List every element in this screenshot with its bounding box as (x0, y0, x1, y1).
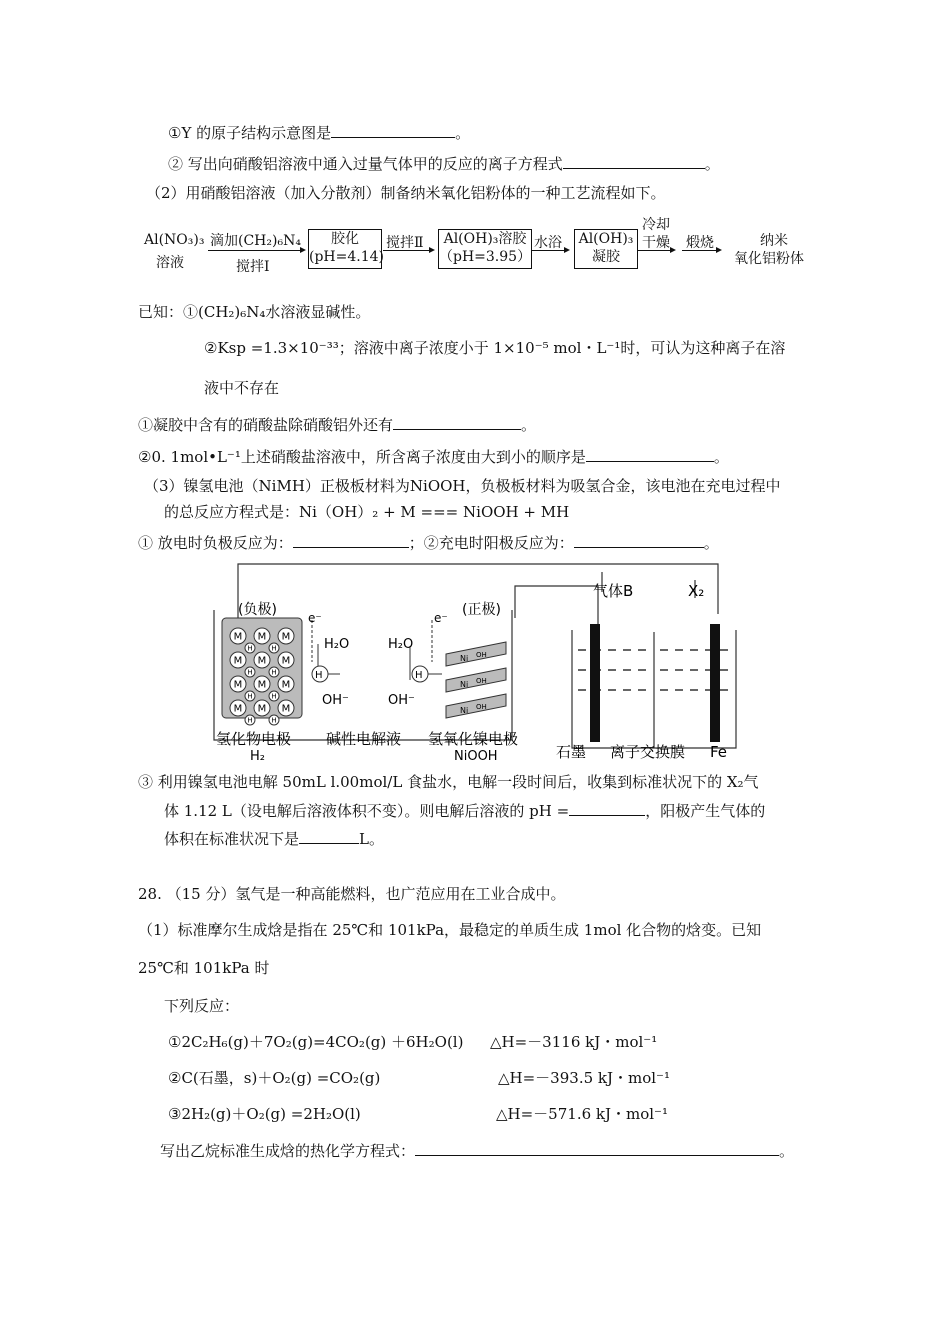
x2-label: X₂ (688, 582, 705, 600)
oh-small-2: OH (476, 677, 487, 685)
battery-electrolysis-diagram (210, 558, 750, 770)
atom-label: M (233, 679, 243, 691)
punct: 。 (703, 534, 719, 552)
q28-p1-line1: （1）标准摩尔生成焓是指在 25℃和 101kPa，最稳定的单质生成 1mol 化合物的焓变。已知 (138, 921, 762, 939)
answer-blank[interactable] (569, 800, 645, 816)
q28-p1-line2: 25℃和 101kPa 时 (138, 959, 270, 977)
ni-label-3: Ni (460, 706, 469, 715)
atom-label: M (233, 703, 243, 715)
flow-box2-line1: Al(OH)₃溶胶 (443, 231, 527, 247)
flow-arrow4-top1: 冷却 (642, 217, 670, 233)
label-nickel-hydroxide-electrode: 氢氧化镍电极 (428, 730, 519, 748)
atom-label: M (233, 655, 243, 667)
flow-arrow-2 (383, 250, 433, 251)
punct: 。 (779, 1142, 795, 1160)
atom-label: H (271, 644, 277, 653)
q27-3-q1-text: ① 放电时负极反应为： (138, 534, 293, 552)
q27-3-q1-mid: ；②充电时阳极反应为： (408, 534, 574, 552)
punct: 。 (521, 416, 537, 434)
flow-arrow1-bottom: 搅拌Ⅰ (236, 259, 270, 275)
q28-ask-text: 写出乙烷标准生成焓的热化学方程式： (160, 1142, 416, 1160)
flow-arrow-3 (532, 250, 568, 251)
atom-label: M (281, 655, 291, 667)
graphite-electrode (590, 624, 600, 742)
circuit-wire-inner (515, 586, 598, 628)
q27-2-q1 (138, 414, 536, 435)
gas-b-label: 气体B (593, 582, 634, 600)
flow-box1-line1: 胶化 (331, 231, 359, 247)
known-2: ②Ksp =1.3×10⁻³³；溶液中离子浓度小于 1×10⁻⁵ mol・L⁻¹时，可认为这种离子在溶 (204, 339, 786, 357)
answer-blank[interactable] (293, 532, 409, 548)
atom-label: M (257, 703, 267, 715)
label-ion-exchange-membrane: 离子交换膜 (610, 743, 686, 761)
q28-title: 28. （15 分）氢气是一种高能燃料，也广范应用在工业合成中。 (138, 885, 566, 903)
atom-label: M (281, 703, 291, 715)
metal-hydride-atoms (230, 628, 294, 725)
neg-label: (负极) (238, 602, 277, 618)
answer-blank[interactable] (393, 414, 521, 430)
ni-label-2: Ni (460, 680, 469, 689)
label-alkaline-electrolyte: 碱性电解液 (326, 730, 402, 748)
atom-label: M (257, 655, 267, 667)
h2o-right: H₂O (388, 637, 414, 652)
label-graphite: 石墨 (556, 743, 587, 761)
q27-1-item1-text: ①Y 的原子结构示意图是 (168, 124, 332, 142)
flow-box1-line2: (pH=4.14) (309, 249, 384, 265)
q27-3-intro1: （3）镍氢电池（NiMH）正极板材料为NiOOH，负极板材料为吸氢合金，该电池在充电过程中 (144, 477, 781, 495)
oh-small-1: OH (476, 651, 487, 659)
known-1: 已知：①(CH₂)₆N₄水溶液显碱性。 (138, 303, 371, 321)
flow-arrow4-top2: 干燥 (642, 235, 670, 251)
q28-eq1-dh: △H=－3116 kJ・mol⁻¹ (490, 1033, 658, 1051)
answer-blank[interactable] (574, 532, 704, 548)
punct: 。 (455, 124, 471, 142)
flow-end-line1: 纳米 (760, 233, 788, 249)
q27-3-q3-line3 (164, 828, 384, 849)
flow-box2-line2: （pH=3.95） (439, 249, 532, 265)
q28-ask (160, 1140, 794, 1161)
label-hydride-electrode: 氢化物电极 (216, 730, 292, 748)
flow-arrow3-top: 水浴 (534, 235, 562, 251)
label-fe: Fe (710, 743, 728, 761)
ni-label-1: Ni (460, 654, 469, 663)
flow-arrow-5 (682, 250, 720, 251)
q27-2-q1-text: ①凝胶中含有的硝酸盐除硝酸铝外还有 (138, 416, 394, 434)
q28-eq1: ①2C₂H₆(g)＋7O₂(g)=4CO₂(g) ＋6H₂O(l) (168, 1033, 464, 1051)
flow-box-gel (574, 229, 638, 269)
h-atom-right-label: H (415, 670, 423, 681)
flow-box-gelation (308, 229, 382, 269)
h2o-left: H₂O (324, 637, 350, 652)
q28-p1-line3: 下列反应： (164, 997, 240, 1015)
answer-blank[interactable] (586, 446, 714, 462)
pos-label: (正极) (462, 602, 501, 618)
oh-left: OH⁻ (322, 693, 349, 708)
q27-3-q1 (138, 532, 719, 553)
atom-label: H (271, 716, 277, 725)
e-right: e⁻ (434, 611, 448, 625)
q28-eq3-dh: △H=－571.6 kJ・mol⁻¹ (496, 1105, 668, 1123)
atom-label: H (247, 644, 253, 653)
atom-label: H (271, 692, 277, 701)
label-h2: H₂ (250, 749, 265, 764)
flow-arrow5-top: 煅烧 (686, 235, 714, 251)
q28-eq2-dh: △H=－393.5 kJ・mol⁻¹ (498, 1069, 670, 1087)
atom-label: H (247, 692, 253, 701)
q27-3-q3-line2 (164, 800, 765, 821)
flow-arrow-4 (638, 250, 674, 251)
flow-start-line1: Al(NO₃)₃ (144, 232, 205, 248)
answer-blank[interactable] (331, 122, 455, 138)
process-flow-diagram (140, 216, 840, 278)
q27-2-q2 (138, 446, 729, 467)
flow-arrow2-top: 搅拌Ⅱ (386, 235, 424, 251)
punct: 。 (704, 155, 720, 173)
atom-label: H (247, 668, 253, 677)
q27-3-q3-text-c: 体积在标准状况下是 (164, 830, 300, 848)
atom-label: M (257, 631, 267, 643)
q27-2-intro: （2）用硝酸铝溶液（加入分散剂）制备纳米氧化铝粉体的一种工艺流程如下。 (146, 184, 666, 202)
q27-1-item2 (168, 153, 720, 174)
oh-right: OH⁻ (388, 693, 415, 708)
flow-start-line2: 溶液 (156, 255, 184, 271)
q27-3-q3-text-d: L。 (359, 830, 384, 848)
punct: 。 (713, 448, 729, 466)
q27-1-item1 (168, 122, 470, 143)
q27-3-q3-text-a: 体 1.12 L（设电解后溶液体积不变）。则电解后溶液的 pH = (164, 802, 570, 820)
fe-electrode (710, 624, 720, 742)
flow-arrow1-top: 滴加(CH₂)₆N₄ (210, 233, 301, 249)
answer-blank[interactable] (563, 153, 705, 169)
label-niooh: NiOOH (454, 749, 498, 764)
atom-label: H (271, 668, 277, 677)
flow-arrow-1 (208, 250, 304, 251)
known-2-cont: 液中不存在 (204, 379, 280, 397)
q27-3-q3-text-b: ，阳极产生气体的 (645, 802, 766, 820)
h-atom-left-label: H (315, 670, 323, 681)
oh-small-3: OH (476, 703, 487, 711)
atom-label: M (281, 679, 291, 691)
atom-label: M (257, 679, 267, 691)
atom-label: M (233, 631, 243, 643)
e-left: e⁻ (308, 611, 322, 625)
q27-1-item2-text: ② 写出向硝酸铝溶液中通入过量气体甲的反应的离子方程式 (168, 155, 563, 173)
q27-3-intro2: 的总反应方程式是：Ni（OH）₂ + M === NiOOH + MH (164, 503, 570, 521)
flow-box3-line1: Al(OH)₃ (578, 231, 634, 247)
q27-2-q2-text: ②0. 1mol•L⁻¹上述硝酸盐溶液中，所含离子浓度由大到小的顺序是 (138, 448, 586, 466)
answer-blank[interactable] (299, 828, 359, 844)
answer-blank[interactable] (415, 1140, 779, 1156)
q27-3-q3-line1: ③ 利用镍氢电池电解 50mL l.00mol/L 食盐水，电解一段时间后，收集到标准状况下的 X₂气 (138, 773, 759, 791)
atom-label: M (281, 631, 291, 643)
q28-eq2: ②C(石墨，s)＋O₂(g) =CO₂(g) (168, 1069, 381, 1087)
flow-box3-line2: 凝胶 (592, 249, 620, 265)
q28-eq3: ③2H₂(g)＋O₂(g) =2H₂O(l) (168, 1105, 361, 1123)
atom-label: H (247, 716, 253, 725)
flow-box-sol (438, 229, 532, 269)
flow-end-line2: 氧化铝粉体 (734, 251, 804, 267)
